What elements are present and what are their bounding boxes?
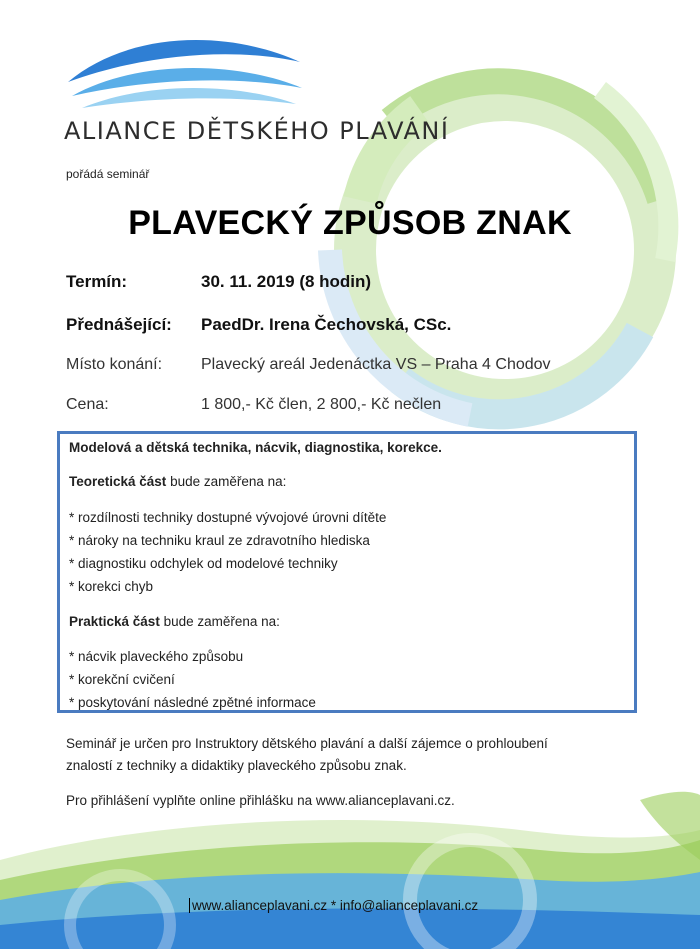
detail-value: 30. 11. 2019 (8 hodin)	[201, 272, 372, 291]
theory-rest: bude zaměřena na:	[166, 474, 287, 489]
description-line: znalostí z techniky a didaktiky plaveckého způsobu znak.	[66, 758, 407, 773]
practice-rest: bude zaměřena na:	[159, 614, 280, 629]
description-line: Seminář je určen pro Instruktory dětského plavání a další zájemce o prohloubení	[66, 736, 548, 751]
theory-heading	[69, 474, 286, 489]
list-item: * nároky na techniku kraul ze zdravotního hlediska	[69, 533, 370, 548]
footer-contact: www.alianceplavani.cz * info@alianceplavani.cz	[189, 898, 478, 913]
program-box	[57, 431, 637, 713]
bottom-waves-decoration	[0, 792, 700, 949]
list-item: * poskytování následné zpětné informace	[69, 695, 316, 710]
list-item: * rozdílnosti techniky dostupné vývojové úrovni dítěte	[69, 510, 387, 525]
theory-bold: Teoretická část	[69, 474, 167, 489]
registration-line: Pro přihlášení vyplňte online přihlášku na www.alianceplavani.cz.	[66, 793, 455, 808]
detail-label: Přednášející:	[66, 315, 172, 334]
detail-label: Termín:	[66, 272, 128, 291]
detail-value: Plavecký areál Jedenáctka VS – Praha 4 Chodov	[201, 356, 551, 373]
logo-text: ALIANCE DĚTSKÉHO PLAVÁNÍ	[64, 117, 450, 145]
detail-value: PaedDr. Irena Čechovská, CSc.	[201, 315, 452, 334]
list-item: * korekční cvičení	[69, 672, 175, 687]
detail-label: Cena:	[66, 396, 109, 413]
list-item: * nácvik plaveckého způsobu	[69, 649, 244, 664]
organizes-label: pořádá seminář	[66, 167, 150, 181]
detail-label: Místo konání:	[66, 356, 163, 373]
logo-waves-icon	[68, 40, 302, 108]
detail-value: 1 800,- Kč člen, 2 800,- Kč nečlen	[201, 396, 442, 413]
box-heading: Modelová a dětská technika, nácvik, diagnostika, korekce.	[69, 440, 442, 455]
list-item: * korekci chyb	[69, 579, 154, 594]
page-title: PLAVECKÝ ZPŮSOB ZNAK	[128, 204, 572, 242]
practice-bold: Praktická část	[69, 614, 160, 629]
list-item: * diagnostiku odchylek od modelové techniky	[69, 556, 338, 571]
practice-heading	[69, 614, 280, 629]
